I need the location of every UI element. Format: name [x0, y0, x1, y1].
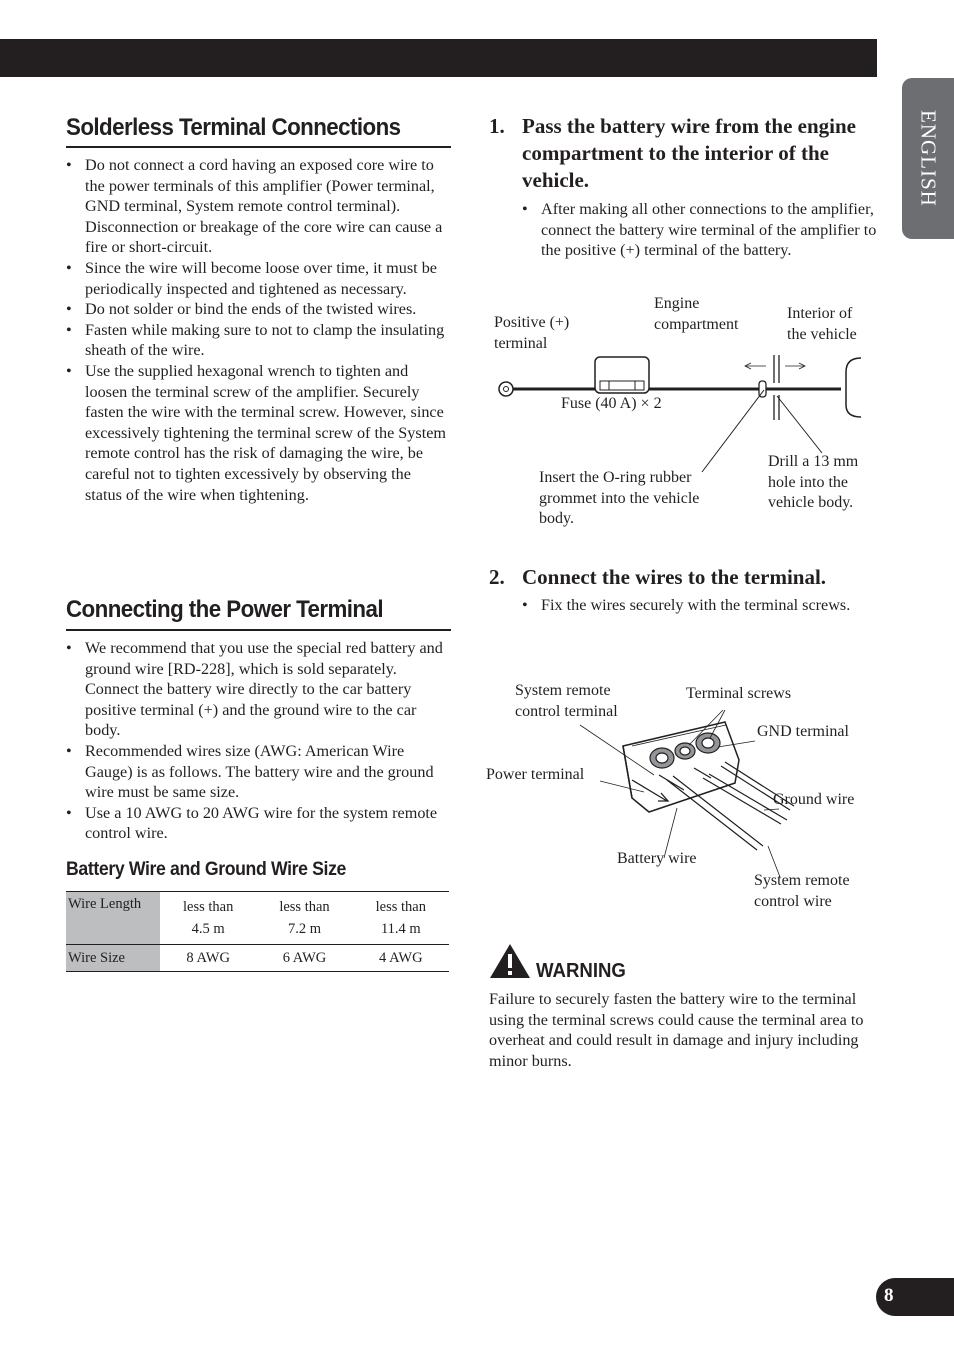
table-cell: 4 AWG: [379, 949, 423, 966]
label-system-remote-wire: System remote control wire: [754, 872, 850, 910]
list-item: • After making all other connections to the amplifier, connect the battery wire terminal of the amplifier to the positive (+) terminal of the battery.: [522, 199, 879, 261]
step-number: 2.: [489, 565, 505, 589]
section-title-power-terminal: Connecting the Power Terminal: [66, 596, 384, 623]
label-grommet: Insert the O-ring rubber grommet into the vehicle body.: [539, 469, 700, 527]
label-gnd-terminal: GND terminal: [757, 723, 849, 740]
table-row-header: Wire Size: [66, 945, 160, 972]
label-drill: Drill a 13 mm hole into the vehicle body.: [768, 453, 859, 511]
warning-title: WARNING: [536, 960, 626, 982]
table-cell: less than 11.4 m: [375, 899, 426, 937]
warning-text: Failure to securely fasten the battery wire to the terminal using the terminal screws could cause the terminal area to overheat and could result in damage and injury including minor burns.: [489, 990, 864, 1070]
title-rule: [66, 629, 451, 631]
table-row: [66, 945, 449, 972]
solderless-bullets: [66, 155, 451, 505]
step1-bullets: [522, 199, 879, 261]
wire-size-table: [66, 891, 449, 972]
label-system-remote-terminal: System remote control terminal: [515, 682, 618, 720]
label-terminal-screws: Terminal screws: [686, 685, 792, 702]
power-terminal-bullets: [66, 638, 451, 844]
label-power-terminal: Power terminal: [486, 766, 585, 783]
step-title: Pass the battery wire from the engine compartment to the interior of the vehicle.: [522, 114, 856, 192]
label-fuse: Fuse (40 A) × 2: [561, 395, 662, 412]
table-cell: less than 4.5 m: [182, 899, 234, 937]
list-item: • Do not solder or bind the ends of the twisted wires.: [66, 299, 451, 320]
title-rule: [66, 146, 451, 148]
list-item: • Do not connect a cord having an exposed core wire to the power terminals of this amplifier (Power terminal, GND terminal, System remote control terminal). Disconnection or breakage of the core wire can cause a fire or short-circuit.: [66, 155, 451, 258]
table-row: [66, 892, 449, 945]
section-title-solderless: Solderless Terminal Connections: [66, 114, 401, 141]
list-item: • Use a 10 AWG to 20 AWG wire for the system remote control wire.: [66, 803, 451, 844]
label-interior: Interior of the vehicle: [787, 305, 857, 343]
step2-bullets: [522, 595, 852, 616]
list-item: • Fasten while making sure to not to clamp the insulating sheath of the wire.: [66, 320, 451, 361]
language-tab-label: ENGLISH: [916, 110, 941, 207]
step-number: 1.: [489, 114, 505, 138]
warning-icon: [489, 943, 531, 979]
label-engine-compartment: Engine compartment: [654, 295, 739, 333]
page-number: 8: [876, 1278, 954, 1316]
fuse-box-shape: [595, 357, 649, 393]
step-title: Connect the wires to the terminal.: [522, 565, 827, 589]
table-cell: less than 7.2 m: [279, 899, 330, 937]
list-item: • Recommended wires size (AWG: American Wire Gauge) is as follows. The battery wire and the ground wire must be same size.: [66, 741, 451, 803]
label-ground-wire: Ground wire: [773, 791, 855, 808]
label-positive-terminal: Positive (+) terminal: [494, 314, 570, 352]
list-item: • We recommend that you use the special red battery and ground wire [RD-228], which is sold separately. Connect the battery wire directly to the car battery positive terminal (+) and the ground wire to the car body.: [66, 638, 451, 741]
table-cell: 6 AWG: [282, 949, 327, 966]
language-tab: [902, 78, 954, 239]
list-item: • Use the supplied hexagonal wrench to tighten and loosen the terminal screw of the amplifier. Securely fasten the wire with the terminal screw. However, since excessively tightening the terminal screw of the System remote control has the risk of damaging the wire, be careful not to tighten excessively by observing the status of the wire when tightening.: [66, 361, 451, 505]
header-bar: [0, 39, 877, 77]
table-row-header: Wire Length: [66, 892, 160, 945]
list-item: • Since the wire will become loose over time, it must be periodically inspected and tightened as necessary.: [66, 258, 451, 299]
label-battery-wire: Battery wire: [617, 850, 697, 867]
table-cell: 8 AWG: [186, 949, 230, 966]
list-item: • Fix the wires securely with the terminal screws.: [522, 595, 852, 616]
subsection-title: Battery Wire and Ground Wire Size: [66, 859, 347, 880]
ring-terminal-shape: [499, 382, 513, 396]
